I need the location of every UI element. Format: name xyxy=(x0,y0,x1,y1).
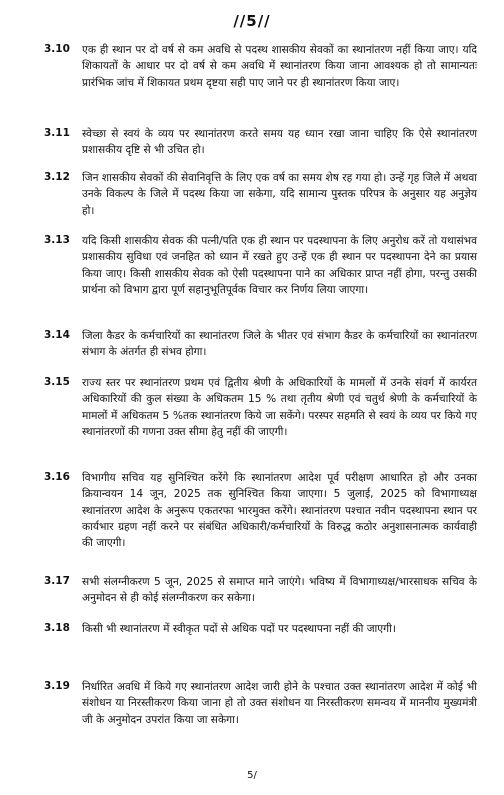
clause-number: 3.14 xyxy=(44,329,70,341)
clause-text: जिन शासकीय सेवकों की सेवानिवृत्ति के लिए एक वर्ष का समय शेष रह गया हो। उन्हें गृह जिले में अथवा उनके विकल्प के जिले में पदस्थ किया जा सकेगा, यदि सामान्य पुस्तक परिपत्र के अनुसार यह अनुज्ञेय हो। xyxy=(82,172,477,217)
clause-number: 3.18 xyxy=(44,622,70,634)
page-footer: 5/ xyxy=(247,770,257,781)
clause-text: एक ही स्थान पर दो वर्ष से कम अवधि से पदस्थ शासकीय सेवकों का स्थानांतरण नहीं किया जाए। यदि शिकायतों के आधार पर दो वर्ष से कम अवधि में स्थानांतरण किया जाना आवश्यक हो तो सामान्यतः प्रारंभिक जांच में शिकायत प्रथम दृष्टया सही पाए जाने पर ही स्थानांतरण किया जाए। xyxy=(82,44,477,89)
clause-text: किसी भी स्थानांतरण में स्वीकृत पदों से अधिक पदों पर पदस्थापना नहीं की जाएगी। xyxy=(82,623,396,635)
clause-number: 3.15 xyxy=(44,376,70,388)
clause-number: 3.10 xyxy=(44,43,70,55)
clause-number: 3.19 xyxy=(44,680,70,692)
clause-text: यदि किसी शासकीय सेवक की पत्नी/पति एक ही स्थान पर पदस्थापना के लिए अनुरोध करें तो यथासंभव प्रशासकीय सुविधा एवं जनहित को ध्यान में रखते हुए उन्हें एक ही स्थान पर पदस्थापना देने का प्रयास किया जाए। किसी शासकीय सेवक को ऐसी पदस्थापना पाने का अधिकार प्राप्त नहीं होगा, परन्तु उसकी प्रार्थना को विभाग द्वारा पूर्ण सहानुभूतिपूर्वक विचार कर निर्णय लिया जाएगा। xyxy=(82,235,477,296)
clause-text: जिला कैडर के कर्मचारियों का स्थानांतरण जिले के भीतर एवं संभाग कैडर के कर्मचारियों का स्थानांतरण संभाग के अंतर्गत ही संभव होगा। xyxy=(82,330,477,359)
clause-text: स्वेच्छा से स्वयं के व्यय पर स्थानांतरण करते समय यह ध्यान रखा जाना चाहिए कि ऐसे स्थानांतरण प्रशासकीय दृष्टि से भी उचित हो। xyxy=(82,128,477,157)
clause-number: 3.13 xyxy=(44,234,70,246)
clause-number: 3.17 xyxy=(44,575,70,587)
clause-number: 3.16 xyxy=(44,471,70,483)
clause-number: 3.11 xyxy=(44,127,70,139)
clause-text: विभागीय सचिव यह सुनिश्चित करेंगे कि स्थानांतरण आदेश पूर्व परीक्षण आधारित हो और उनका क्रियान्वयन 14 जून, 2025 तक सुनिश्चित किया जाएगा। 5 जुलाई, 2025 को विभागाध्यक्ष स्थानांतरण आदेश के अनुरूप एकतरफा भारमुक्त करेंगे। स्थानांतरण पश्चात नवीन पदस्थापना स्थान पर कार्यभार ग्रहण नहीं करने पर संबंधित अधिकारी/कर्मचारियों के विरुद्ध कठोर अनुशासनात्मक कार्यवाही की जाएगी। xyxy=(82,472,477,550)
clause-number: 3.12 xyxy=(44,171,70,183)
clause-text: निर्धारित अवधि में किये गए स्थानांतरण आदेश जारी होने के पश्चात उक्त स्थानांतरण आदेश में कोई भी संशोधन या निरस्तीकरण किया जाना हो तो उक्त संशोधन या निरस्तीकरण समन्वय में माननीय मुख्यमंत्री जी के अनुमोदन उपरांत किया जा सकेगा। xyxy=(82,681,477,726)
clause-text: सभी संलग्नीकरण 5 जून, 2025 से समाप्त माने जाएंगे। भविष्य में विभागाध्यक्ष/भारसाधक सचिव के अनुमोदन से ही कोई संलग्नीकरण कर सकेगा। xyxy=(82,576,477,605)
clause-text: राज्य स्तर पर स्थानांतरण प्रथम एवं द्वितीय श्रेणी के अधिकारियों के मामलों में उनके संवर्ग में कार्यरत अधिकारियों की कुल संख्या के अधिकतम 15 % तथा तृतीय श्रेणी एवं चतुर्थ श्रेणी के कर्मचारियों के मामलों में अधिकतम 5 %तक स्थानांतरण किये जा सकेंगे। परस्पर सहमति से स्वयं के व्यय पर किये गए स्थानांतरणों की गणना उक्त सीमा हेतु नहीं की जाएगी। xyxy=(82,377,477,438)
page-number-header: //5// xyxy=(233,12,271,30)
